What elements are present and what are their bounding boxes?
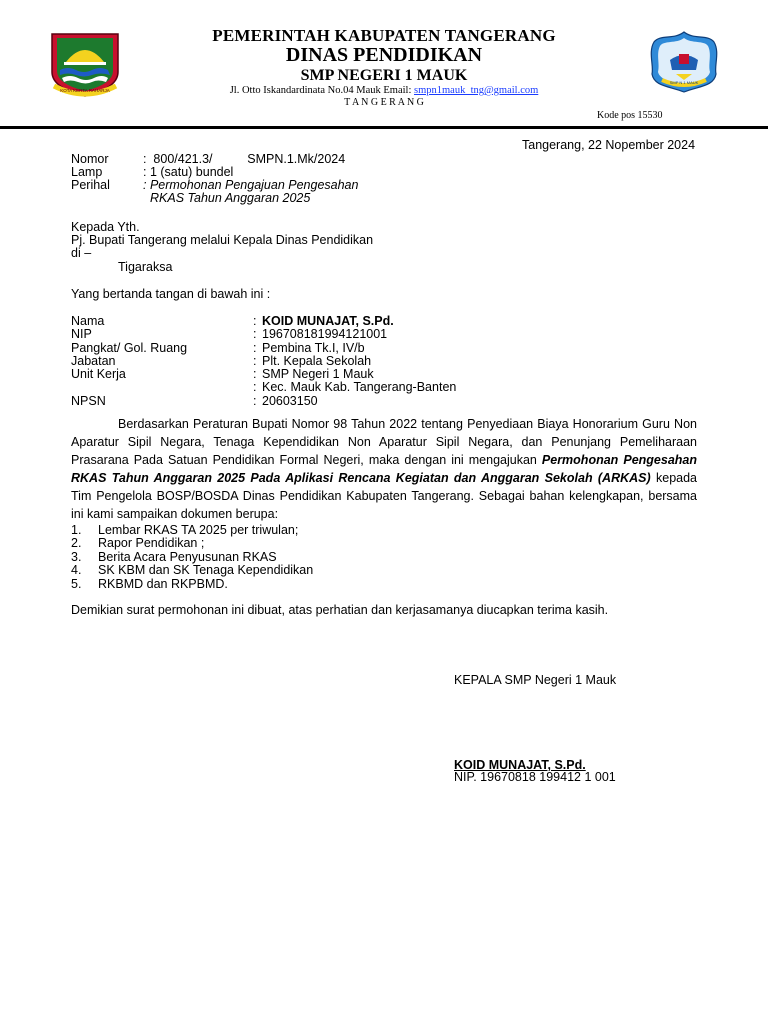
kop-address-text: Jl. Otto Iskandardinata No.04 Mauk Email: — [229, 85, 414, 96]
identity-label: Jabatan — [71, 354, 116, 368]
body-line: Berdasarkan Peraturan Bupati Nomor 98 Tahun 2022 tentang Penyediaan Biaya Honorarium Guru Non — [118, 417, 697, 431]
identity-colon: : — [253, 314, 257, 328]
identity-colon: : — [253, 354, 257, 368]
kop-city: T A N G E R A N G — [344, 97, 424, 108]
list-item-number: 2. — [71, 536, 82, 550]
identity-colon: : — [253, 341, 257, 355]
identity-value: 196708181994121001 — [262, 327, 388, 341]
body-line — [71, 469, 697, 487]
body-text: Prasarana Pada Satuan Pendidikan Formal Negeri, maka dengan ini mengajukan — [71, 453, 542, 467]
letter-date: Tangerang, 22 Nopember 2024 — [522, 138, 696, 152]
left-logo-text: KOTA KERTA RAHARJA — [60, 88, 110, 93]
kop-line-1: PEMERINTAH KABUPATEN TANGERANG — [212, 26, 556, 45]
school-email-link[interactable]: smpn1mauk_tng@gmail.com — [414, 85, 539, 96]
list-item: Rapor Pendidikan ; — [98, 536, 205, 550]
body-paragraph — [71, 415, 697, 523]
intro-text: Yang bertanda tangan di bawah ini : — [71, 287, 271, 301]
identity-colon: : — [253, 394, 257, 408]
identity-value: Pembina Tk.I, IV/b — [262, 341, 365, 355]
list-item-number: 4. — [71, 563, 82, 577]
body-line: Aparatur Sipil Negara, Tenaga Kependidikan Non Aparatur Sipil Negara, dan Penunjang Pemeliharaan — [71, 435, 697, 449]
body-text: kepada — [650, 471, 697, 485]
list-item-number: 1. — [71, 523, 82, 537]
perihal-label: Perihal — [71, 178, 110, 192]
identity-label: NPSN — [71, 394, 106, 408]
identity-value: 20603150 — [262, 394, 318, 408]
list-item: Berita Acara Penyusunan RKAS — [98, 550, 277, 564]
perihal-value-1: : Permohonan Pengajuan Pengesahan — [143, 178, 359, 192]
nomor-value: : 800/421.3/ SMPN.1.Mk/2024 — [143, 152, 346, 166]
body-emphasis: RKAS Tahun Anggaran 2025 Pada Aplikasi Rencana Kegiatan dan Anggaran Sekolah (ARKAS) — [71, 471, 651, 485]
identity-label: Pangkat/ Gol. Ruang — [71, 341, 188, 355]
list-item: RKBMD dan RKPBMD. — [98, 577, 228, 591]
identity-colon: : — [253, 327, 257, 341]
kop-line-3: SMP NEGERI 1 MAUK — [300, 67, 468, 84]
identity-colon: : — [253, 380, 257, 394]
list-item-number: 3. — [71, 550, 82, 564]
recipient-line-4: Tigaraksa — [118, 260, 173, 274]
identity-label: NIP — [71, 327, 92, 341]
list-item-number: 5. — [71, 577, 82, 591]
list-item: SK KBM dan SK Tenaga Kependidikan — [98, 563, 314, 577]
identity-value-name: KOID MUNAJAT, S.Pd. — [262, 314, 394, 328]
identity-label: Unit Kerja — [71, 367, 126, 381]
list-item: Lembar RKAS TA 2025 per triwulan; — [98, 523, 299, 537]
body-line — [71, 451, 697, 469]
nomor-label: Nomor — [71, 152, 109, 166]
identity-value: SMP Negeri 1 Mauk — [262, 367, 374, 381]
recipient-line-3: di – — [71, 246, 92, 260]
kop-postal-code: Kode pos 15530 — [597, 110, 663, 121]
recipient-line-2: Pj. Bupati Tangerang melalui Kepala Dinas Pendidikan — [71, 233, 374, 247]
identity-value: Plt. Kepala Sekolah — [262, 354, 372, 368]
lamp-value: : 1 (satu) bundel — [143, 165, 234, 179]
signature-nip: NIP. 19670818 199412 1 001 — [454, 770, 616, 784]
identity-label: Nama — [71, 314, 105, 328]
body-line: Tim Pengelola BOSP/BOSDA Dinas Pendidikan Kabupaten Tangerang. Sebagai bahan kelengkapan, bersama — [71, 489, 697, 503]
signature-name: KOID MUNAJAT, S.Pd. — [454, 758, 586, 772]
school-emblem-icon — [650, 30, 718, 94]
body-emphasis: Permohonan Pengesahan — [541, 453, 697, 467]
recipient-line-1: Kepada Yth. — [71, 220, 140, 234]
body-line: ini kami sampaikan dokumen berupa: — [71, 507, 279, 521]
closing-text: Demikian surat permohonan ini dibuat, atas perhatian dan kerjasamanya diucapkan terima kasih. — [71, 603, 609, 617]
lamp-label: Lamp — [71, 165, 103, 179]
kop-line-2: DINAS PENDIDIKAN — [285, 44, 483, 66]
kop-divider — [0, 126, 768, 129]
right-logo-text: SMP N 1 MAUK — [669, 80, 699, 85]
signature-title: KEPALA SMP Negeri 1 Mauk — [454, 673, 617, 687]
identity-value: Kec. Mauk Kab. Tangerang-Banten — [262, 380, 457, 394]
perihal-value-2: RKAS Tahun Anggaran 2025 — [150, 191, 311, 205]
identity-colon: : — [253, 367, 257, 381]
